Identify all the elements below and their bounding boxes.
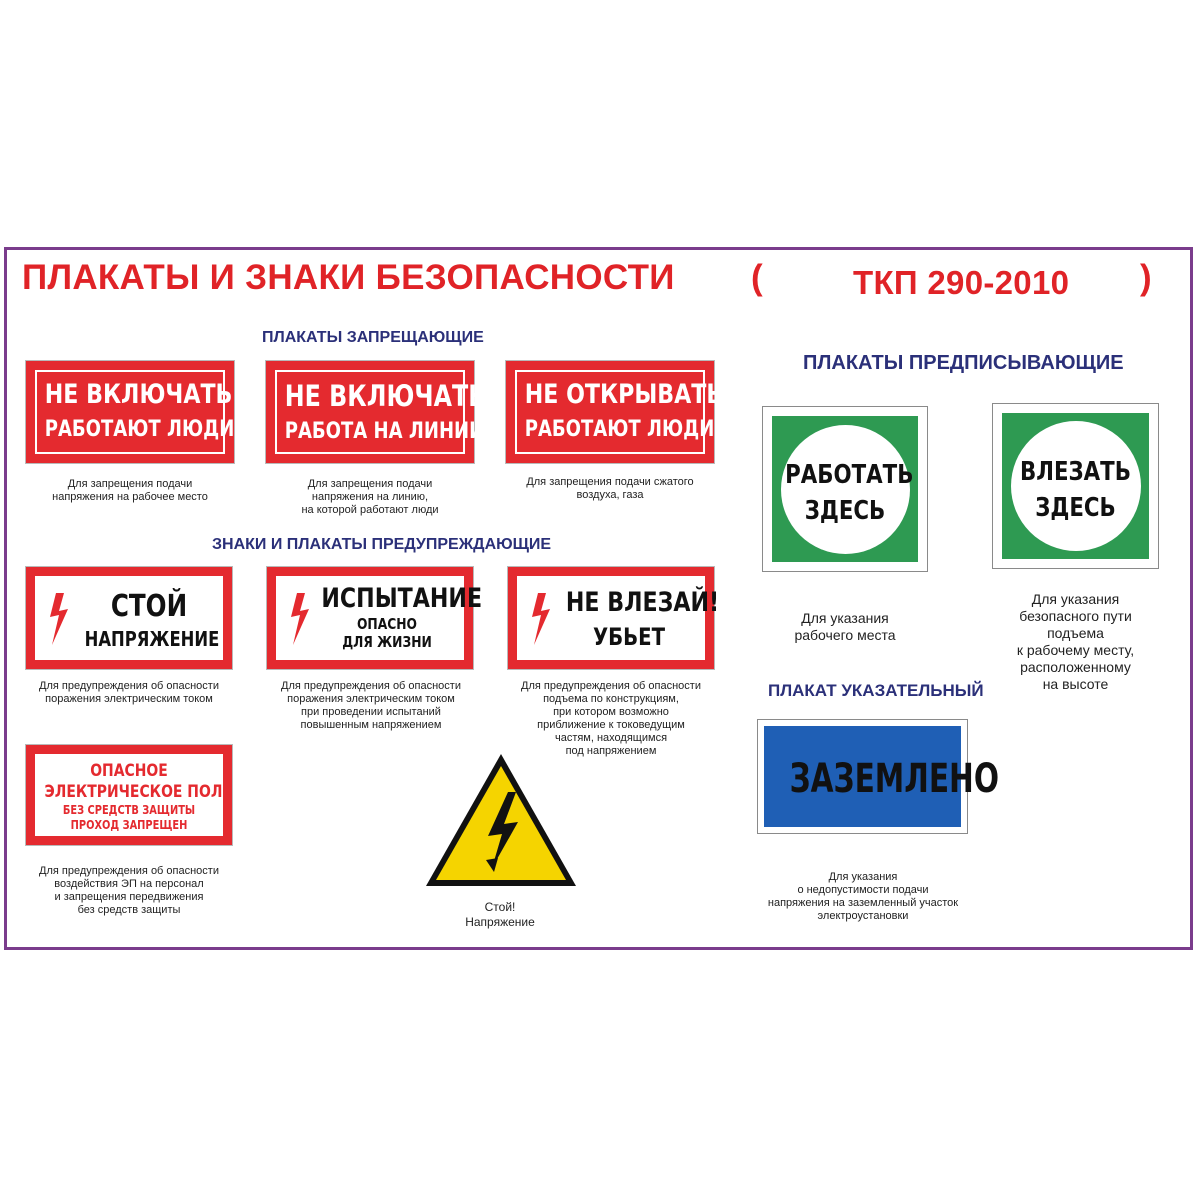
sign-line-2: ОПАСНО	[356, 615, 418, 633]
caption-prohibiting-3: Для запрещения подачи сжатого воздуха, газа	[526, 476, 694, 501]
lightning-bolt-icon	[48, 593, 70, 645]
sign-line-2: УБЬЕТ	[592, 623, 666, 651]
sign-grounded	[757, 719, 999, 834]
title-paren-close: )	[1140, 258, 1152, 297]
standard-code: ТКП 290-2010	[853, 264, 1070, 301]
lightning-bolt-icon	[289, 593, 311, 645]
lightning-bolt-icon	[530, 593, 552, 645]
sign-line-1: НЕ ВКЛЮЧАТЬ	[44, 379, 233, 410]
sign-line-2: ЗДЕСЬ	[804, 496, 886, 526]
sign-stop-voltage	[25, 566, 233, 670]
sign-line-2: РАБОТАЮТ ЛЮДИ	[44, 417, 235, 442]
caption-warning-2: Для предупреждения об опасности поражения электрическим током при проведении испытаний повышенным напряжением	[281, 680, 461, 731]
section-prohibiting: ПЛАКАТЫ ЗАПРЕЩАЮЩИЕ	[262, 329, 484, 346]
caption-triangle: Стой! Напряжение	[465, 900, 535, 929]
caption-work-here: Для указания рабочего места	[794, 610, 896, 643]
caption-electric-field: Для предупреждения об опасности воздействия ЭП на персонал и запрещения передвижения без средств защиты	[39, 865, 219, 916]
section-prescriptive: ПЛАКАТЫ ПРЕДПИСЫВАЮЩИЕ	[803, 352, 1124, 374]
sign-dangerous-electric-field	[25, 744, 233, 846]
high-voltage-triangle-icon	[424, 752, 578, 888]
sign-line-1: ОПАСНОЕ	[90, 761, 168, 781]
sign-do-not-climb	[507, 566, 720, 670]
sign-line-1: РАБОТАТЬ	[785, 460, 914, 490]
sign-do-not-switch-on-line-work	[265, 360, 487, 464]
caption-grounded: Для указания о недопустимости подачи напряжения на заземленный участок электроустановки	[767, 871, 959, 922]
sign-line-1: НЕ ВЛЕЗАЙ!	[565, 587, 720, 618]
caption-climb-here: Для указания безопасного пути подъема к рабочему месту, расположенному на высоте	[1016, 591, 1135, 692]
sign-line-2: РАБОТАЮТ ЛЮДИ	[524, 417, 715, 442]
sign-line-1: НЕ ВКЛЮЧАТЬ	[284, 379, 487, 413]
sign-line-3: БЕЗ СРЕДСТВ ЗАЩИТЫ	[62, 803, 196, 817]
title-paren-open: (	[751, 258, 763, 297]
caption-warning-3: Для предупреждения об опасности подъема по конструкциям, при котором возможно приближение к токоведущим частям, находящимся под напряжением	[521, 680, 701, 757]
sign-do-not-switch-on-people-working	[25, 360, 235, 464]
sign-label: ЗАЗЕМЛЕНО	[789, 756, 999, 802]
sign-line-3: ДЛЯ ЖИЗНИ	[342, 633, 432, 651]
caption-prohibiting-1: Для запрещения подачи напряжения на рабочее место	[52, 478, 208, 503]
caption-warning-1: Для предупреждения об опасности поражения электрическим током	[39, 680, 219, 705]
section-warning: ЗНАКИ И ПЛАКАТЫ ПРЕДУПРЕЖДАЮЩИЕ	[212, 536, 552, 553]
sign-work-here	[762, 406, 928, 572]
sign-climb-here	[992, 403, 1159, 569]
sign-testing-danger	[266, 566, 483, 670]
sign-line-1: ИСПЫТАНИЕ	[321, 583, 483, 614]
sign-do-not-open-people-working	[505, 360, 724, 464]
sign-line-2: РАБОТА НА ЛИНИИ	[284, 419, 485, 444]
sign-line-1: СТОЙ	[110, 589, 188, 624]
sign-line-1: ВЛЕЗАТЬ	[1020, 457, 1131, 487]
sign-line-2: НАПРЯЖЕНИЕ	[84, 627, 220, 651]
caption-prohibiting-2: Для запрещения подачи напряжения на линию, на которой работают люди	[301, 478, 439, 516]
sign-line-2: ЗДЕСЬ	[1035, 493, 1116, 523]
sign-line-1: НЕ ОТКРЫВАТЬ	[524, 379, 724, 410]
poster-title: ПЛАКАТЫ И ЗНАКИ БЕЗОПАСНОСТИ	[22, 258, 675, 297]
sign-line-2: ЭЛЕКТРИЧЕСКОЕ ПОЛЕ	[44, 782, 232, 802]
sign-line-4: ПРОХОД ЗАПРЕЩЕН	[70, 818, 188, 832]
section-indicative: ПЛАКАТ УКАЗАТЕЛЬНЫЙ	[768, 681, 984, 700]
